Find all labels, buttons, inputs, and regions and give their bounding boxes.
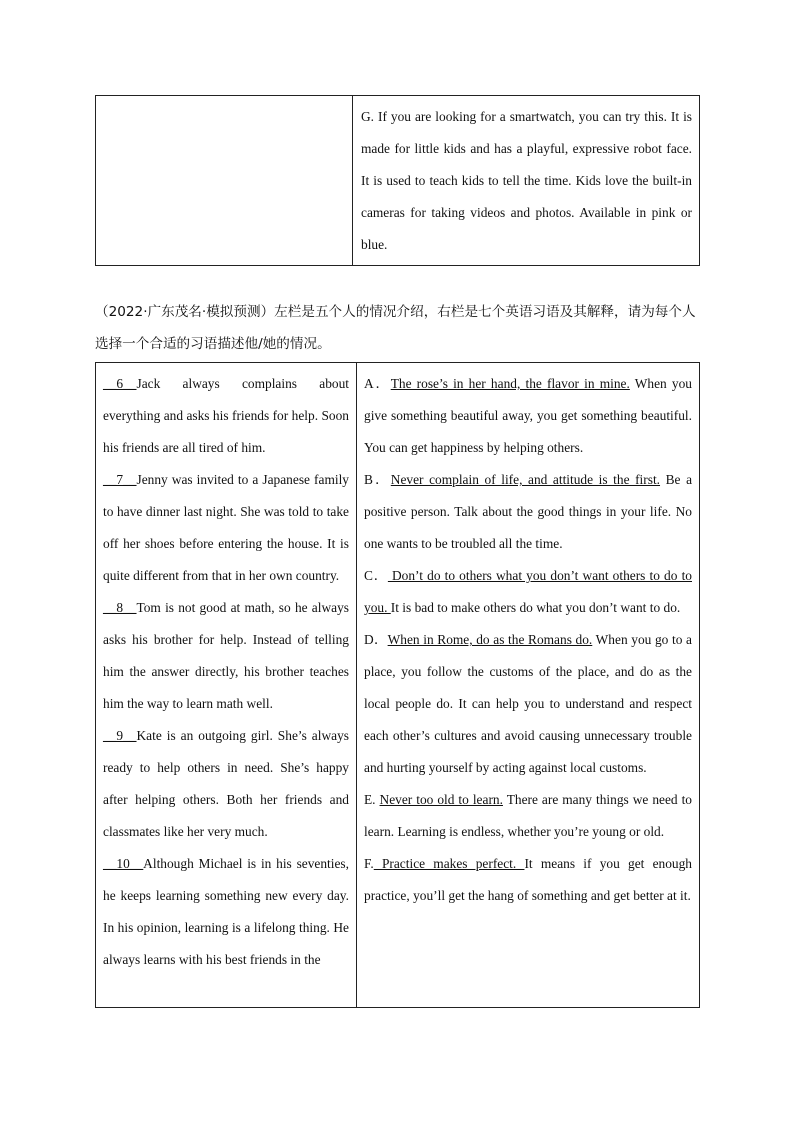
idiom-item — [364, 848, 692, 912]
answer-blank[interactable]: __6__ — [103, 376, 137, 391]
idiom-list — [357, 363, 699, 912]
person-item — [103, 592, 349, 720]
idiom-letter: F. — [364, 856, 374, 871]
idiom-letter: D． — [364, 632, 388, 647]
idiom-explanation: When you go to a place, you follow the customs of the place, and do as the local people do. It can help you to understand and respect each other’s cultures and avoid causing unnecessary trouble and hurting yourself by acting against local customs. — [364, 632, 692, 775]
person-item — [103, 464, 349, 592]
answer-blank[interactable]: __10__ — [103, 856, 144, 871]
idiom-explanation: When you give something beautiful away, you get something beautiful. You can get happiness by helping others. — [364, 376, 693, 455]
idiom-phrase: Don’t do to others what you don’t want others to do to you. — [364, 568, 692, 615]
idiom-item — [364, 464, 692, 560]
idiom-explanation: Be a positive person. Talk about the good things in your life. No one wants to be troubled all the time. — [364, 472, 693, 551]
person-description: Jack always complains about everything and asks his friends for help. Soon his friends are all tired of him. — [103, 376, 349, 455]
idiom-item — [364, 784, 692, 848]
idiom-phrase: When in Rome, do as the Romans do. — [387, 632, 593, 647]
person-item — [103, 720, 349, 848]
idiom-explanation: There are many things we need to learn. Learning is endless, whether you’re young or old. — [364, 792, 692, 839]
people-column — [96, 363, 357, 1008]
idiom-letter: A． — [364, 376, 391, 391]
answer-blank[interactable]: __7__ — [103, 472, 137, 487]
top-table-option-cell — [353, 96, 700, 266]
top-table-empty-cell — [96, 96, 353, 266]
matching-table — [95, 362, 700, 1008]
idiom-phrase: Never too old to learn. — [379, 792, 503, 807]
person-description: Kate is an outgoing girl. She’s always ready to help others in need. She’s happy after helping others. Both her friends and classmates like her very much. — [103, 728, 349, 839]
idiom-item — [364, 624, 692, 784]
option-g-text: G. If you are looking for a smartwatch, you can try this. It is made for little kids and has a playful, expressive robot face. It is used to teach kids to tell the time. Kids love the built-in cameras for taking videos and photos. Available in pink or blue. — [361, 109, 692, 252]
idiom-explanation: It means if you get enough practice, you’ll get the hang of something and get better at it. — [364, 856, 693, 903]
idiom-phrase: Never complain of life, and attitude is the first. — [390, 472, 661, 487]
idiom-item — [364, 368, 692, 464]
idiom-item — [364, 560, 692, 624]
people-list — [96, 363, 356, 976]
idiom-phrase: The rose’s in her hand, the flavor in mine. — [390, 376, 630, 391]
answer-blank[interactable]: __9__ — [103, 728, 137, 743]
idiom-explanation: It is bad to make others do what you don’t want to do. — [390, 600, 681, 615]
person-description: Tom is not good at math, so he always asks his brother for help. Instead of telling him the answer directly, his brother teaches him the way to learn math well. — [103, 600, 349, 711]
answer-blank[interactable]: __8__ — [103, 600, 137, 615]
idioms-column — [357, 363, 700, 1008]
idiom-letter: B． — [364, 472, 391, 487]
question-instruction: （2022·广东茂名·模拟预测）左栏是五个人的情况介绍，右栏是七个英语习语及其解释，请为每个人选择一个合适的习语描述他/她的情况。 — [95, 304, 696, 352]
person-description: Jenny was invited to a Japanese family to have dinner last night. She was told to take off her shoes before entering the house. It is quite different from that in her own country. — [103, 472, 349, 583]
person-description: Although Michael is in his seventies, he keeps learning something new every day. In his opinion, learning is a lifelong thing. He always learns with his best friends in the — [103, 856, 349, 967]
person-item — [103, 848, 349, 976]
person-item — [103, 368, 349, 464]
idiom-phrase: Practice makes perfect. — [373, 856, 525, 871]
idiom-letter: C． — [364, 568, 388, 583]
top-options-table — [95, 95, 700, 266]
idiom-letter: E. — [364, 792, 380, 807]
